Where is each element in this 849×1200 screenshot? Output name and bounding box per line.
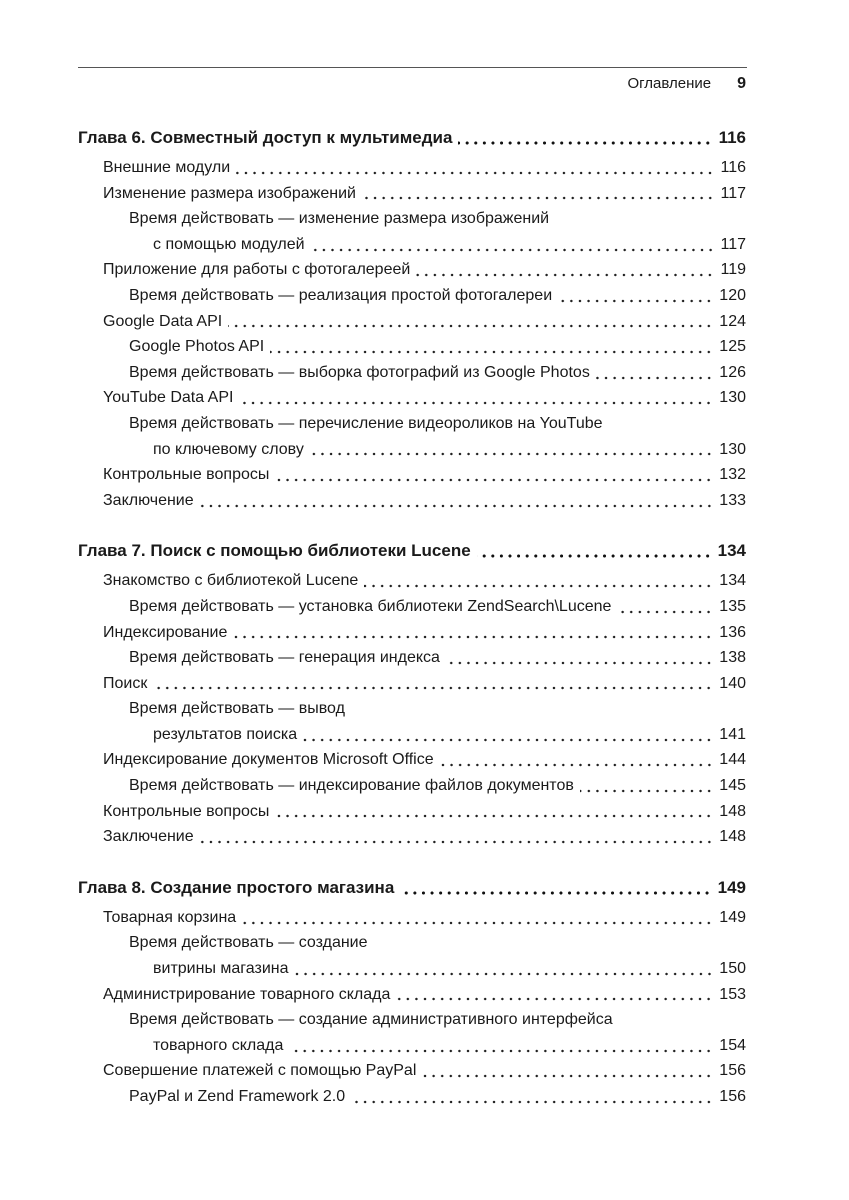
entry-title: Google Photos API (129, 338, 265, 356)
entry-title: Контрольные вопросы (103, 802, 270, 820)
entry-title: Время действовать — перечисление видеороликов на YouTube (129, 414, 603, 432)
chapter-page: 149 (717, 877, 746, 897)
toc-entry[interactable] (78, 645, 746, 671)
dot-leader (295, 972, 714, 976)
toc-entry[interactable] (78, 462, 746, 488)
toc-entry[interactable] (78, 799, 746, 825)
entry-title: Время действовать — изменение размера изображений (129, 210, 550, 228)
dot-leader (617, 610, 713, 614)
toc-entry[interactable] (78, 155, 746, 181)
dot-leader (422, 1074, 713, 1078)
dot-leader (440, 763, 714, 767)
toc-entry[interactable] (78, 1033, 746, 1059)
dot-leader (596, 376, 713, 380)
toc-entry[interactable] (78, 568, 746, 594)
toc-entry[interactable] (78, 257, 746, 283)
dot-leader (396, 997, 713, 1001)
dot-leader (200, 840, 714, 844)
entry-page: 120 (719, 286, 746, 304)
entry-title: Изменение размера изображений (103, 184, 356, 202)
entry-page: 133 (719, 491, 746, 509)
toc-entry[interactable] (78, 1007, 746, 1033)
entry-title: Время действовать — индексирование файлов документов (129, 777, 574, 795)
entry-page: 124 (719, 312, 746, 330)
chapter-heading[interactable] (78, 874, 746, 902)
entry-title: Время действовать — вывод (129, 700, 345, 718)
toc-entry[interactable] (78, 747, 746, 773)
entry-title: Google Data API (103, 312, 223, 330)
entry-title: Администрирование товарного склада (103, 985, 391, 1003)
entry-title: Время действовать — реализация простой фотогалереи (129, 286, 553, 304)
dot-leader (233, 635, 713, 639)
dot-leader (364, 584, 713, 588)
dot-leader (310, 452, 713, 456)
chapter-section (78, 537, 746, 850)
toc-entry[interactable] (78, 982, 746, 1008)
entry-title: Время действовать — установка библиотеки ZendSearch\Lucene (129, 597, 612, 615)
chapter-section (78, 124, 746, 513)
dot-leader (558, 299, 713, 303)
chapter-page: 134 (717, 541, 746, 561)
entry-page: 125 (719, 338, 746, 356)
dot-leader (400, 891, 711, 895)
toc-entry[interactable] (78, 824, 746, 850)
toc-entry[interactable] (78, 309, 746, 335)
entry-page: 130 (719, 440, 746, 458)
entry-page: 149 (719, 908, 746, 926)
entry-page: 141 (719, 725, 746, 743)
toc-entry[interactable] (78, 488, 746, 514)
dot-leader (275, 814, 713, 818)
entry-title: Индексирование документов Microsoft Office (103, 751, 434, 769)
chapter-heading[interactable] (78, 537, 746, 565)
running-header (627, 75, 746, 93)
entry-title: Время действовать — создание (129, 934, 368, 952)
entry-page: 126 (719, 363, 746, 381)
dot-leader (416, 273, 714, 277)
toc-entry[interactable] (78, 411, 746, 437)
entry-title: Внешние модули (103, 159, 231, 176)
entry-title: с помощью модулей (153, 235, 305, 253)
running-header-title: Оглавление (627, 75, 712, 92)
dot-leader (458, 141, 712, 145)
entry-page: 136 (719, 623, 746, 641)
dot-leader (362, 196, 715, 200)
page-number: 9 (737, 75, 746, 92)
dot-leader (236, 171, 714, 175)
entry-title: по ключевому слову (153, 440, 304, 458)
entry-title: Товарная корзина (103, 908, 237, 926)
entry-title: результатов поиска (153, 725, 298, 743)
chapter-heading[interactable] (78, 124, 746, 152)
dot-leader (289, 1049, 713, 1053)
toc-entry[interactable] (78, 956, 746, 982)
entry-title: Время действовать — создание административного интерфейса (129, 1011, 613, 1029)
entry-title: Индексирование (103, 623, 228, 641)
header-rule (78, 67, 747, 68)
toc-entry[interactable] (78, 773, 746, 799)
dot-leader (200, 504, 714, 508)
entry-page: 145 (719, 777, 746, 795)
toc-entry[interactable] (78, 360, 746, 386)
entry-title: Знакомство с библиотекой Lucene (103, 572, 359, 590)
chapter-title: Глава 8. Создание простого магазина (78, 877, 395, 897)
entry-title: Время действовать — генерация индекса (129, 649, 440, 667)
entry-title: Поиск (103, 674, 148, 692)
entry-page: 134 (719, 572, 746, 590)
dot-leader (311, 248, 715, 252)
entry-title: товарного склада (153, 1036, 284, 1054)
toc-entry[interactable] (78, 594, 746, 620)
entry-title: Заключение (103, 491, 194, 509)
toc-entry[interactable] (78, 620, 746, 646)
toc-entry[interactable] (78, 1058, 746, 1084)
chapter-title: Глава 7. Поиск с помощью библиотеки Lucene (78, 541, 471, 561)
dot-leader (446, 661, 713, 665)
entry-page: 148 (719, 828, 746, 846)
entry-title: Заключение (103, 828, 194, 846)
entry-title: YouTube Data API (103, 389, 234, 407)
dot-leader (270, 350, 713, 354)
toc-entry[interactable] (78, 232, 746, 258)
entry-page: 156 (719, 1062, 746, 1080)
dot-leader (477, 554, 712, 558)
dot-leader (303, 738, 713, 742)
entry-page: 154 (719, 1036, 746, 1054)
entry-page: 138 (719, 649, 746, 667)
toc-entry[interactable] (78, 696, 746, 722)
toc-entry[interactable] (78, 385, 746, 411)
dot-leader (580, 789, 713, 793)
entry-page: 116 (720, 159, 746, 176)
toc-entry[interactable] (78, 181, 746, 207)
entry-page: 144 (719, 751, 746, 769)
entry-page: 140 (719, 674, 746, 692)
entry-title: Время действовать — выборка фотографий из Google Photos (129, 363, 590, 381)
chapter-section (78, 874, 746, 1110)
entry-title: Контрольные вопросы (103, 466, 270, 484)
toc-entry[interactable] (78, 437, 746, 463)
toc-entry[interactable] (78, 930, 746, 956)
toc-entry[interactable] (78, 283, 746, 309)
dot-leader (228, 324, 713, 328)
chapter-title: Глава 6. Совместный доступ к мультимедиа (78, 128, 453, 147)
dot-leader (239, 401, 713, 405)
toc-entry[interactable] (78, 206, 746, 232)
entry-page: 132 (719, 466, 746, 484)
entry-page: 153 (719, 985, 746, 1003)
dot-leader (351, 1100, 713, 1104)
toc-entry[interactable] (78, 722, 746, 748)
toc-entry[interactable] (78, 334, 746, 360)
entry-title: PayPal и Zend Framework 2.0 (129, 1088, 346, 1105)
toc-entry[interactable] (78, 905, 746, 931)
dot-leader (153, 686, 713, 690)
dot-leader (275, 478, 713, 482)
entry-title: витрины магазина (153, 960, 289, 978)
entry-page: 117 (720, 235, 746, 253)
entry-page: 148 (719, 802, 746, 820)
toc-entry[interactable] (78, 1084, 746, 1110)
entry-page: 119 (720, 261, 746, 279)
entry-page: 130 (719, 389, 746, 407)
entry-title: Приложение для работы с фотогалереей (103, 261, 411, 279)
table-of-contents (78, 124, 746, 1116)
entry-page: 135 (719, 597, 746, 615)
dot-leader (242, 921, 713, 925)
entry-title: Совершение платежей с помощью PayPal (103, 1062, 417, 1080)
chapter-page: 116 (718, 128, 746, 147)
toc-entry[interactable] (78, 671, 746, 697)
entry-page: 150 (719, 960, 746, 978)
entry-page: 117 (720, 184, 746, 202)
entry-page: 156 (719, 1088, 746, 1105)
